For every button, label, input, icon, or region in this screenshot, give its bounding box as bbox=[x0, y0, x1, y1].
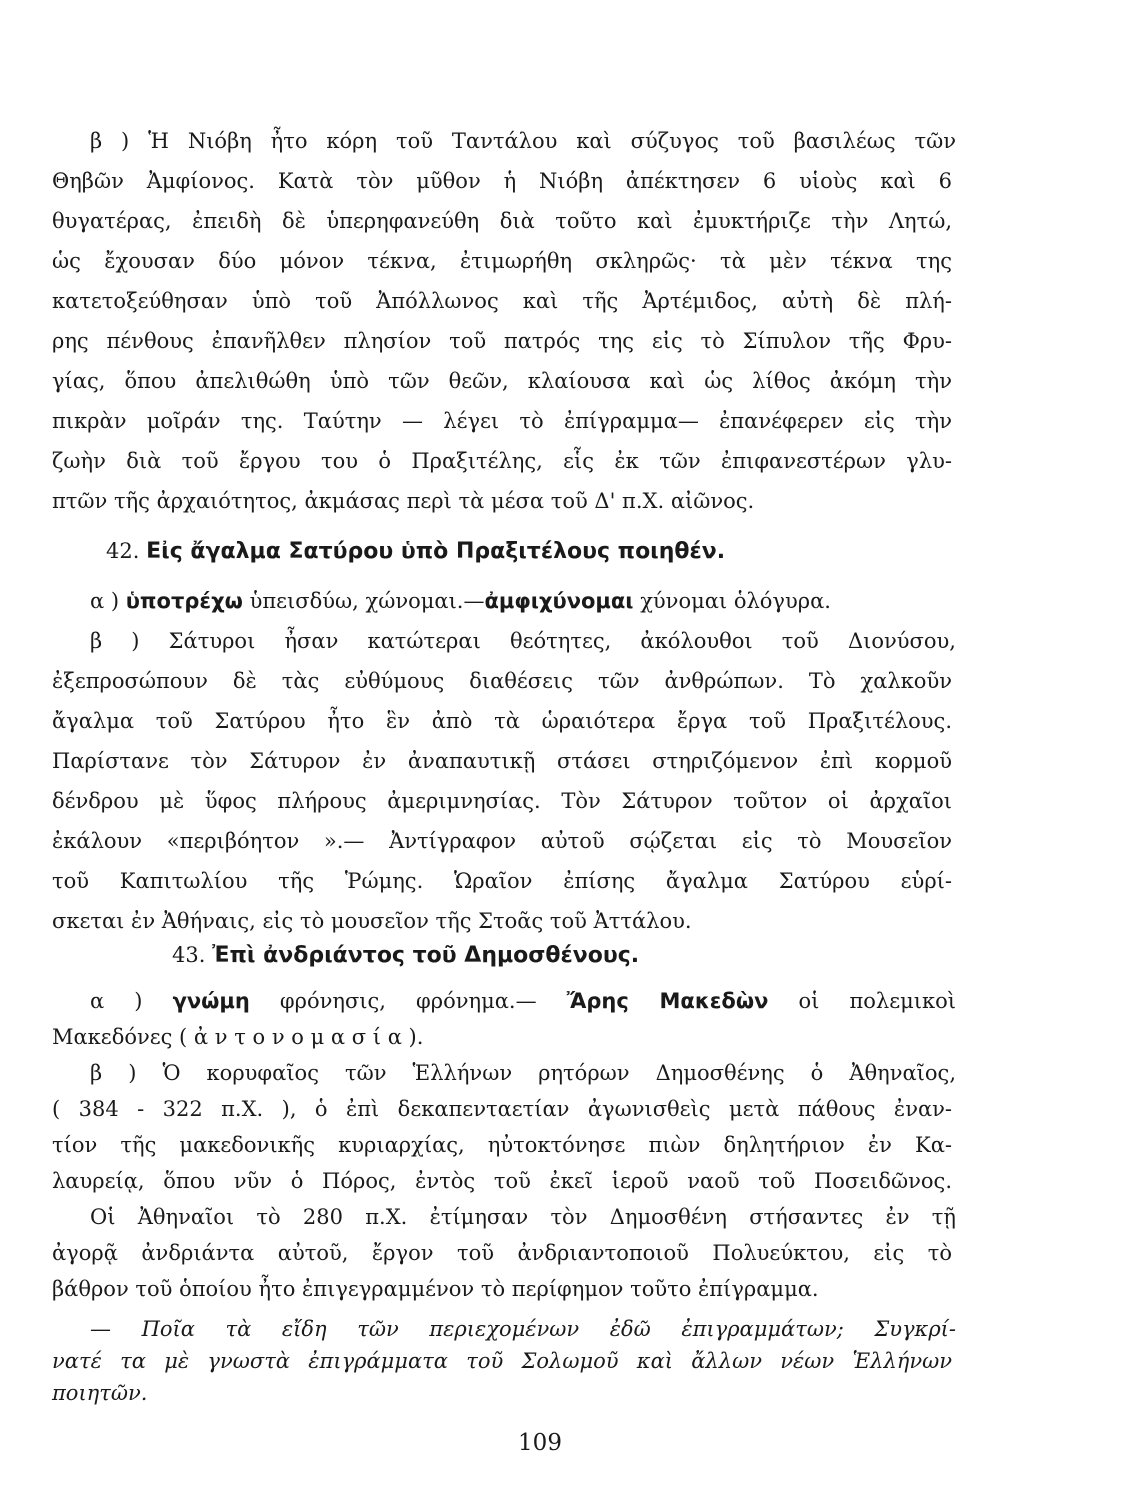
glossary-definition: φρόνησις, φρόνημα.— bbox=[279, 989, 537, 1013]
text-line: ἐκάλουν «περιβόητον ».— Ἀντίγραφον αὐτοῦ σῴζεται εἰς τὸ Μουσεῖον bbox=[52, 829, 952, 853]
text-line: σκεται ἐν Ἀθήναις, εἰς τὸ μουσεῖον τῆς Στοᾶς τοῦ Ἀττάλου. bbox=[52, 909, 692, 933]
text-line: β ) Ὁ κορυφαῖος τῶν Ἑλλήνων ρητόρων Δημοσθένης ὁ Ἀθηναῖος, bbox=[90, 1061, 956, 1085]
item-label: β ) bbox=[90, 629, 140, 653]
question-line: — Ποῖα τὰ εἴδη τῶν περιεχομένων ἐδῶ ἐπιγραμμάτων; Συγκρί- bbox=[90, 1317, 956, 1341]
text-line: Μακεδόνες ( ἀ ν τ ο ν ο μ α σ ί α ). bbox=[52, 1025, 424, 1049]
text-line: λαυρείᾳ, ὅπου νῦν ὁ Πόρος, ἐντὸς τοῦ ἐκεῖ ἱεροῦ ναοῦ τοῦ Ποσειδῶνος. bbox=[52, 1169, 952, 1193]
glossary-definition: χύνομαι ὁλόγυρα. bbox=[640, 589, 831, 613]
text-line bbox=[90, 988, 956, 1014]
glossary-term: ἀμφιχύνομαι bbox=[484, 589, 634, 613]
glossary-term: ὑποτρέχω bbox=[125, 589, 243, 613]
item-label: β ) bbox=[90, 1061, 137, 1085]
text-line: βάθρον τοῦ ὁποίου ἦτο ἐπιγεγραμμένον τὸ περίφημον τοῦτο ἐπίγραμμα. bbox=[52, 1277, 819, 1301]
item-label: α ) bbox=[90, 989, 143, 1013]
text-line: ζωὴν διὰ τοῦ ἔργου του ὁ Πραξιτέλης, εἷς ἐκ τῶν ἐπιφανεστέρων γλυ- bbox=[52, 449, 952, 473]
section-heading-43 bbox=[172, 942, 952, 969]
section-title: Ἐπὶ ἀνδριάντος τοῦ Δημοσθένους. bbox=[212, 943, 640, 968]
text-line: β ) Ἡ Νιόβη ἦτο κόρη τοῦ Ταντάλου καὶ σύζυγος τοῦ βασιλέως τῶν bbox=[90, 129, 956, 153]
text-line: β ) Σάτυροι ἦσαν κατώτεραι θεότητες, ἀκόλουθοι τοῦ Διονύσου, bbox=[90, 629, 956, 653]
section-number: 42. bbox=[106, 539, 140, 563]
text-line: θυγατέρας, ἐπειδὴ δὲ ὑπερηφανεύθη διὰ τοῦτο καὶ ἐμυκτήριζε τὴν Λητώ, bbox=[52, 209, 952, 233]
text-line: Θηβῶν Ἀμφίονος. Κατὰ τὸν μῦθον ἡ Νιόβη ἀπέκτησεν 6 υἱοὺς καὶ 6 bbox=[52, 169, 952, 193]
text-line: κατετοξεύθησαν ὑπὸ τοῦ Ἀπόλλωνος καὶ τῆς Ἀρτέμιδος, αὐτὴ δὲ πλή- bbox=[52, 289, 952, 313]
text-line: ( 384 - 322 π.Χ. ), ὁ ἐπὶ δεκαπενταετίαν ἀγωνισθεὶς μετὰ πάθους ἐναν- bbox=[52, 1097, 952, 1121]
section-heading-42 bbox=[106, 538, 956, 565]
text-line: Οἱ Ἀθηναῖοι τὸ 280 π.Χ. ἐτίμησαν τὸν Δημοσθένη στήσαντες ἐν τῇ bbox=[90, 1205, 956, 1229]
text-line: ὡς ἔχουσαν δύο μόνον τέκνα, ἐτιμωρήθη σκληρῶς· τὰ μὲν τέκνα της bbox=[52, 249, 952, 273]
text-line: τίον τῆς μακεδονικῆς κυριαρχίας, ηὐτοκτόνησε πιὼν δηλητήριον ἐν Κα- bbox=[52, 1133, 952, 1157]
text-line: ἐξεπροσώπουν δὲ τὰς εὐθύμους διαθέσεις τῶν ἀνθρώπων. Τὸ χαλκοῦν bbox=[52, 669, 952, 693]
question-line: νατέ τα μὲ γνωστὰ ἐπιγράμματα τοῦ Σολωμοῦ καὶ ἄλλων νέων Ἑλλήνων bbox=[52, 1349, 952, 1373]
text-line: ἄγαλμα τοῦ Σατύρου ἦτο ἓν ἀπὸ τὰ ὡραιότερα ἔργα τοῦ Πραξιτέλους. bbox=[52, 709, 952, 733]
text-line: ρης πένθους ἐπανῆλθεν πλησίον τοῦ πατρός της εἰς τὸ Σίπυλον τῆς Φρυ- bbox=[52, 329, 952, 353]
glossary-definition: οἱ πολεμικοὶ bbox=[798, 989, 956, 1013]
item-label: α ) bbox=[90, 589, 120, 613]
text-line: πτῶν τῆς ἀρχαιότητος, ἀκμάσας περὶ τὰ μέσα τοῦ Δ' π.Χ. αἰῶνος. bbox=[52, 489, 755, 513]
text-line: τοῦ Καπιτωλίου τῆς Ῥώμης. Ὡραῖον ἐπίσης ἄγαλμα Σατύρου εὑρί- bbox=[52, 869, 952, 893]
text-line: ἀγορᾷ ἀνδριάντα αὐτοῦ, ἔργον τοῦ ἀνδριαντοποιοῦ Πολυεύκτου, εἰς τὸ bbox=[52, 1241, 952, 1265]
text-line: γίας, ὅπου ἀπελιθώθη ὑπὸ τῶν θεῶν, κλαίουσα καὶ ὡς λίθος ἀκόμη τὴν bbox=[52, 369, 952, 393]
text-line: πικρὰν μοῖράν της. Ταύτην — λέγει τὸ ἐπίγραμμα— ἐπανέφερεν εἰς τὴν bbox=[52, 409, 952, 433]
glossary-term: Ἄρης Μακεδὼν bbox=[566, 989, 769, 1013]
glossary-term: γνώμη bbox=[172, 989, 250, 1013]
section-42-a bbox=[90, 588, 956, 614]
glossary-definition: ὑπεισδύω, χώνομαι.— bbox=[249, 589, 485, 613]
book-page bbox=[52, 0, 1072, 1500]
text-line: δένδρου μὲ ὕφος πλήρους ἀμεριμνησίας. Τὸν Σάτυρον τοῦτον οἱ ἀρχαῖοι bbox=[52, 789, 952, 813]
item-label: β ) bbox=[90, 129, 130, 153]
section-number: 43. bbox=[172, 943, 206, 967]
section-title: Εἰς ἄγαλμα Σατύρου ὑπὸ Πραξιτέλους ποιηθέν. bbox=[146, 539, 726, 564]
question-line: ποιητῶν. bbox=[52, 1381, 148, 1405]
page-number: 109 bbox=[518, 1430, 562, 1456]
text-line: Παρίστανε τὸν Σάτυρον ἐν ἀναπαυτικῇ στάσει στηριζόμενον ἐπὶ κορμοῦ bbox=[52, 749, 952, 773]
